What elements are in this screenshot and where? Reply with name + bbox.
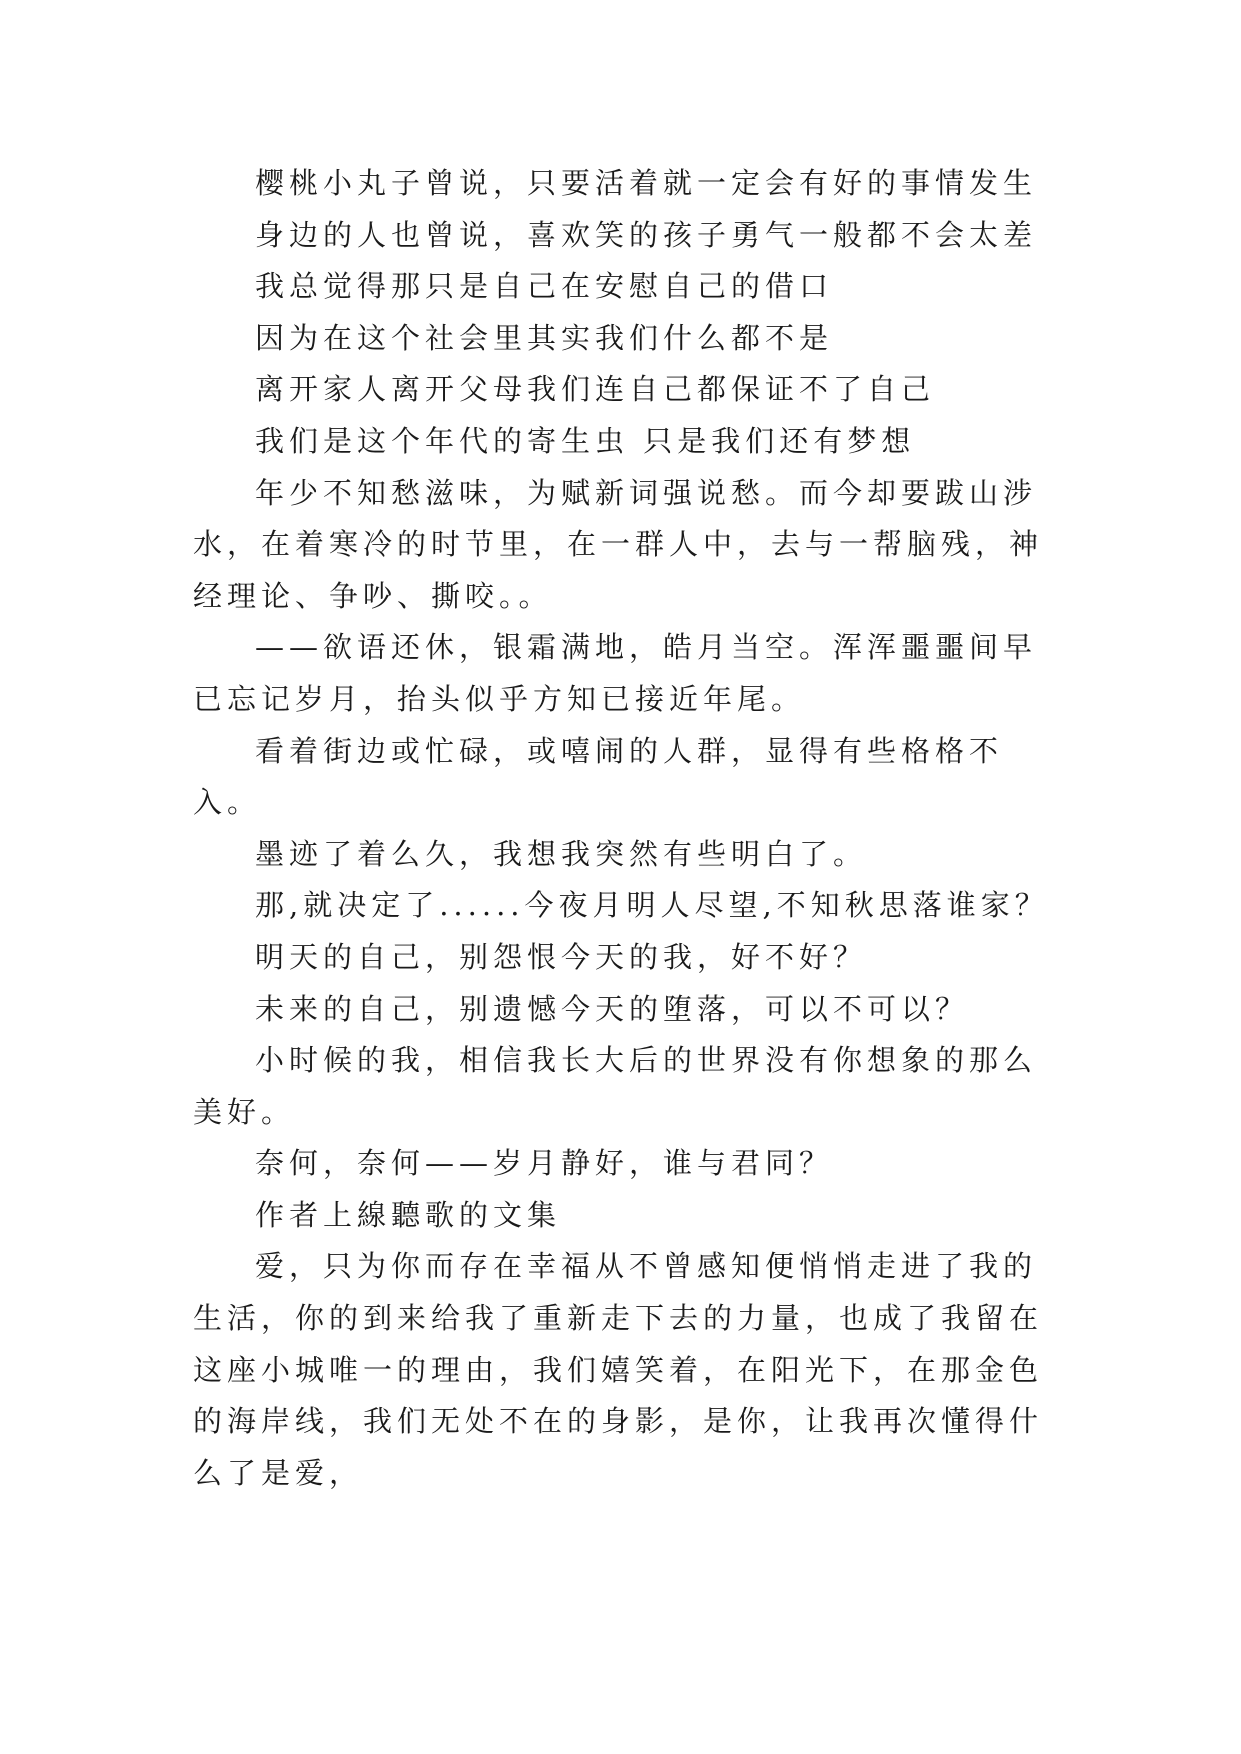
document-body: [193, 158, 1053, 1499]
paragraph: 那,就决定了......今夜月明人尽望,不知秋思落谁家？: [255, 888, 1049, 923]
paragraph: 因为在这个社会里其实我们什么都不是: [255, 320, 834, 355]
paragraph: 我总觉得那只是自己在安慰自己的借口: [255, 269, 834, 304]
paragraph: 樱桃小丸子曾说，只要活着就一定会有好的事情发生: [255, 166, 1038, 200]
paragraph: 爱，只为你而存在幸福从不曾感知便悄悄走进了我的生活，你的到来给我了重新走下去的力量，也成了我留在这座小城唯一的理由，我们嬉笑着，在阳光下，在那金色的海岸线，我们无处不在的身影，是你，让我再次懂得什么了是爱，: [193, 1249, 1044, 1490]
paragraph: 墨迹了着么久，我想我突然有些明白了。: [255, 836, 868, 871]
paragraph: 明天的自己，别怨恨今天的我，好不好？: [255, 939, 868, 974]
paragraph: 离开家人离开父母我们连自己都保证不了自己: [255, 372, 936, 407]
paragraph: 作者上線聽歌的文集: [255, 1197, 562, 1232]
paragraph: 看着街边或忙碌，或嘻闹的人群，显得有些格格不入。: [193, 733, 1004, 820]
paragraph: 年少不知愁滋味，为赋新词强说愁。而今却要跋山涉水，在着寒冷的时节里，在一群人中，去与一帮脑残，神经理论、争吵、撕咬。。: [193, 475, 1044, 613]
paragraph: 奈何，奈何——岁月静好，谁与君同？: [255, 1146, 834, 1181]
paragraph: 小时候的我，相信我长大后的世界没有你想象的那么美好。: [193, 1043, 1038, 1129]
paragraph: 身边的人也曾说，喜欢笑的孩子勇气一般都不会太差: [255, 217, 1038, 252]
paragraph: 未来的自己，别遗憾今天的堕落，可以不可以？: [255, 991, 970, 1026]
paragraph: ——欲语还休，银霜满地，皓月当空。浑浑噩噩间早已忘记岁月，抬头似乎方知已接近年尾。: [193, 630, 1038, 716]
paragraph: 我们是这个年代的寄生虫 只是我们还有梦想: [255, 423, 916, 458]
